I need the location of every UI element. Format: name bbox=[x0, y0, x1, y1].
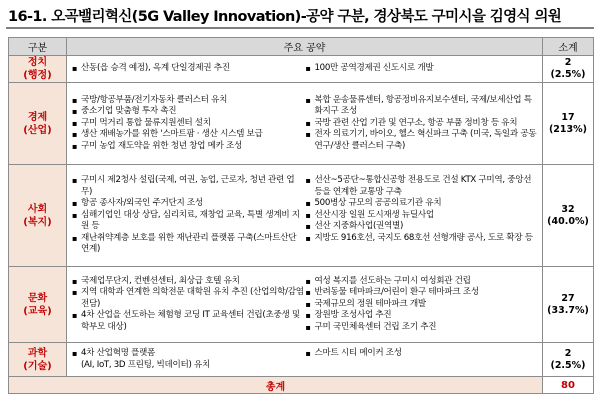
total-value: 80 bbox=[543, 377, 594, 394]
pledge-item: ▪ 4차 산업을 선도하는 체험형 코딩 IT 교육센터 건립(초중생 및 학부모 대상) bbox=[71, 310, 305, 333]
pledge-column-left bbox=[71, 63, 305, 75]
pledge-item: (AI, IoT, 3D 프린팅, 빅데이터) 유치 bbox=[81, 359, 211, 370]
pledge-item: ▪ 지역 대학과 연계한 의학전문 대학원 유치 추진 (산업의학/감염 전담) bbox=[71, 287, 305, 310]
pledge-item: ▪ 스마트 시티 메이커 조성 bbox=[305, 348, 539, 360]
pledge-column-right bbox=[305, 175, 539, 256]
pledge-item: ▪ 반려동물 테마파크/어린이 환구 테마파크 조성 bbox=[305, 287, 539, 299]
pledge-table bbox=[8, 37, 594, 394]
pledge-item: ▪ 복합 운송물류센터, 항공정비유지보수센터, 국제/보세산업 특화지구 조성 bbox=[305, 95, 539, 118]
subtotal-count: 2 bbox=[564, 57, 572, 68]
content-cell bbox=[67, 343, 543, 377]
category-name: 과학 bbox=[27, 347, 48, 359]
pledge-column-left bbox=[71, 348, 305, 371]
pledge-column-right bbox=[305, 348, 539, 371]
category-cell bbox=[9, 165, 67, 267]
pledge-column-right bbox=[305, 276, 539, 334]
category-subname: (복지) bbox=[23, 216, 52, 228]
title-underline bbox=[6, 27, 594, 29]
subtotal-count: 32 bbox=[561, 203, 575, 215]
pledge-item: ▪ 지방도 916호선, 국지도 68호선 선형개량 공사, 도로 확장 등 bbox=[305, 233, 539, 245]
header-content: 주요 공약 bbox=[67, 38, 543, 56]
pledge-item: ▪ 구미시 제2청사 설립(국제, 여권, 농업, 근로자, 청년 관련 업무) bbox=[71, 175, 305, 198]
subtotal-count: 27 bbox=[561, 292, 575, 304]
pledge-item: ▪ 심해기업인 대상 상담, 심리치료, 재창업 교육, 특별 생계비 지원 등 bbox=[71, 210, 305, 233]
pledge-item: ▪ 500병상 규모의 공공의료기관 유치 bbox=[305, 198, 539, 210]
category-subname: (교육) bbox=[23, 305, 52, 317]
pledge-column-right bbox=[305, 63, 539, 75]
pledge-item: ▪ 국제규모의 정원 테마파크 개발 bbox=[305, 299, 539, 311]
pledge-item: ▪ 여성 복지를 선도하는 구미시 여성회관 건립 bbox=[305, 276, 539, 288]
pledge-item: ▪ 장원방 조성사업 추진 bbox=[305, 310, 539, 322]
category-subname: (행정) bbox=[23, 70, 52, 81]
title-bar bbox=[0, 0, 600, 30]
pledge-item: ▪ 재난취약계층 보호를 위한 재난관리 플랫폼 구축(스마트산단 연계) bbox=[71, 233, 305, 256]
pledge-column-left bbox=[71, 276, 305, 334]
content-cell bbox=[67, 83, 543, 165]
pledge-item: ▪ 선산시장 일원 도시재생 뉴딜사업 bbox=[305, 210, 539, 222]
table-row bbox=[9, 267, 594, 343]
category-name: 정치 bbox=[27, 57, 48, 68]
subtotal-percent: (33.7%) bbox=[547, 304, 589, 316]
category-name: 사회 bbox=[27, 203, 48, 215]
pledge-column-left bbox=[71, 175, 305, 256]
category-name: 문화 bbox=[27, 292, 48, 304]
content-cell bbox=[67, 165, 543, 267]
page-title: 16-1. 오곡밸리혁신(5G Valley Innovation)-공약 구분, 경상북도 구미시을 김영식 의원 bbox=[8, 9, 562, 25]
total-label: 총계 bbox=[9, 377, 543, 394]
pledge-item: ▪ 항공 종사자/외국인 주거단지 조성 bbox=[71, 198, 305, 210]
table-row bbox=[9, 343, 594, 377]
pledge-item: ▪ 중소기업 맞춤형 투자 촉진 bbox=[71, 106, 305, 118]
subtotal-percent: (2.5%) bbox=[550, 359, 586, 371]
pledge-item: ▪ 구미 먹거리 통합 물류지원센터 설치 bbox=[71, 118, 305, 130]
category-cell bbox=[9, 83, 67, 165]
content-cell bbox=[67, 56, 543, 83]
pledge-item: ▪ 국방/항공부품/전기자동차 클러스터 유치 bbox=[71, 95, 305, 107]
pledge-item: ▪ 국방 관련 산업 기관 및 연구소, 항공 부품 정비창 등 유치 bbox=[305, 118, 539, 130]
subtotal-count: 2 bbox=[564, 347, 572, 359]
pledge-item: ▪ 구미 국민체육센터 건립 조기 추진 bbox=[305, 322, 539, 334]
pledge-item: ▪ 선산~5공단~통합신공항 전용도로 건설 KTX 구미역, 중앙선 등을 연계한 교통망 구축 bbox=[305, 175, 539, 198]
category-cell bbox=[9, 56, 67, 83]
subtotal-cell bbox=[543, 165, 594, 267]
pledge-item: ▪ 선산 지중화사업(권역별) bbox=[305, 221, 539, 233]
pledge-item: ▪ 국제업무단지, 컨벤션센터, 최상급 호텔 유치 bbox=[71, 276, 305, 288]
category-cell bbox=[9, 267, 67, 343]
pledge-column-right bbox=[305, 95, 539, 153]
header-row bbox=[9, 38, 594, 56]
pledge-item: ▪ 100만 공역경제권 신도시로 개발 bbox=[305, 63, 539, 75]
subtotal-percent: (2.5%) bbox=[550, 69, 586, 80]
subtotal-cell bbox=[543, 83, 594, 165]
category-subname: (산업) bbox=[23, 124, 52, 136]
category-name: 경제 bbox=[27, 111, 48, 123]
subtotal-cell bbox=[543, 267, 594, 343]
pledge-item: ▪ 4차 산업혁명 플랫폼 bbox=[71, 348, 305, 360]
category-subname: (기술) bbox=[23, 360, 52, 372]
subtotal-count: 17 bbox=[561, 111, 575, 123]
category-cell bbox=[9, 343, 67, 377]
content-cell bbox=[67, 267, 543, 343]
pledge-item: ▪ 구미 농업 재도약을 위한 청년 창업 메카 조성 bbox=[71, 141, 305, 153]
table-row bbox=[9, 165, 594, 267]
subtotal-cell bbox=[543, 56, 594, 83]
header-category: 구분 bbox=[9, 38, 67, 56]
subtotal-cell bbox=[543, 343, 594, 377]
table-row bbox=[9, 56, 594, 83]
subtotal-percent: (40.0%) bbox=[547, 215, 589, 227]
header-count: 소계 bbox=[543, 38, 594, 56]
pledge-item: ▪ 산동(읍 승격 예정), 옥계 단일경제권 추진 bbox=[71, 63, 305, 75]
table-row bbox=[9, 83, 594, 165]
subtotal-percent: (213%) bbox=[548, 123, 588, 135]
pledge-item: ▪ 생산 재배농가를 위한 '스마트팜 · 생산 시스템 보급 bbox=[71, 129, 305, 141]
total-row bbox=[9, 377, 594, 394]
pledge-item: ▪ 전자 의료기기, 바이오, 헬스 혁신파크 구축 (미국, 독일과 공동 연구/생산 클러스터 구축) bbox=[305, 129, 539, 152]
pledge-column-left bbox=[71, 95, 305, 153]
